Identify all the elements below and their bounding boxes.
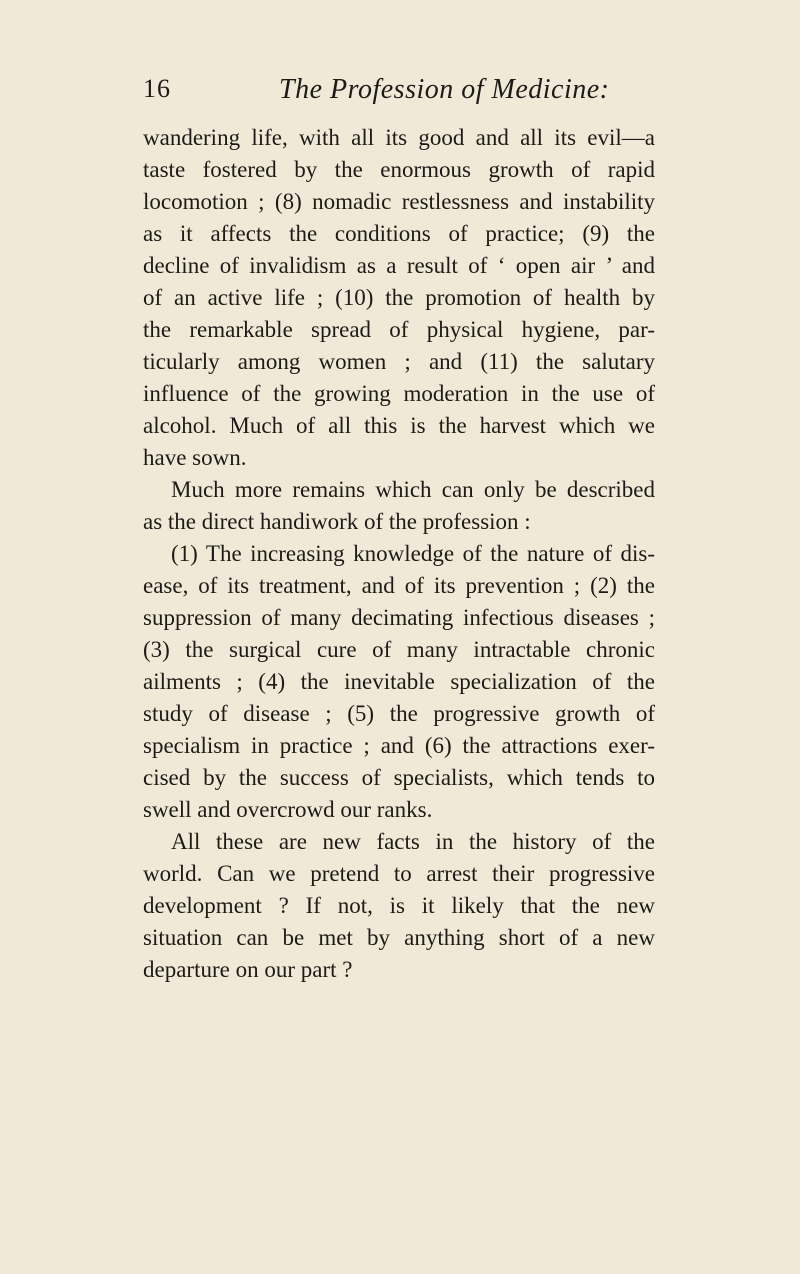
page-number: 16 [143,74,171,103]
text-line: specialism in practice ; and (6) the attractions exer- [143,733,655,758]
text-line: departure on our part ? [143,957,353,982]
page-header [143,74,655,114]
text-line: influence of the growing moderation in the use of [143,381,655,406]
text-line: ailments ; (4) the inevitable specialization of the [143,669,655,694]
text-line: development ? If not, is it likely that the new [143,893,655,918]
text-line: (1) The increasing knowledge of the nature of dis- [171,541,655,566]
text-line: swell and overcrowd our ranks. [143,797,433,822]
text-line: study of disease ; (5) the progressive growth of [143,701,655,726]
text-line: All these are new facts in the history of the [171,829,655,854]
text-line: the remarkable spread of physical hygiene, par- [143,317,655,342]
text-line: as it affects the conditions of practice; (9) the [143,221,655,246]
text-line: wandering life, with all its good and all its evil—a [143,125,655,150]
text-line: have sown. [143,445,247,470]
text-line: decline of invalidism as a result of ‘ open air ’ and [143,253,655,278]
text-line: as the direct handiwork of the profession : [143,509,531,534]
text-line: situation can be met by anything short of a new [143,925,655,950]
text-line: suppression of many decimating infectious diseases ; [143,605,655,630]
text-line: alcohol. Much of all this is the harvest which we [143,413,655,438]
running-head: The Profession of Medicine: [279,74,610,105]
text-line: world. Can we pretend to arrest their progressive [143,861,655,886]
text-line: ticularly among women ; and (11) the salutary [143,349,655,374]
text-line: cised by the success of specialists, which tends to [143,765,655,790]
text-line: Much more remains which can only be described [171,477,655,502]
text-line: taste fostered by the enormous growth of rapid [143,157,655,182]
text-line: (3) the surgical cure of many intractable chronic [143,637,655,662]
text-line: locomotion ; (8) nomadic restlessness and instability [143,189,655,214]
text-line: of an active life ; (10) the promotion of health by [143,285,655,310]
text-line: ease, of its treatment, and of its prevention ; (2) the [143,573,655,598]
body-text [143,122,655,986]
